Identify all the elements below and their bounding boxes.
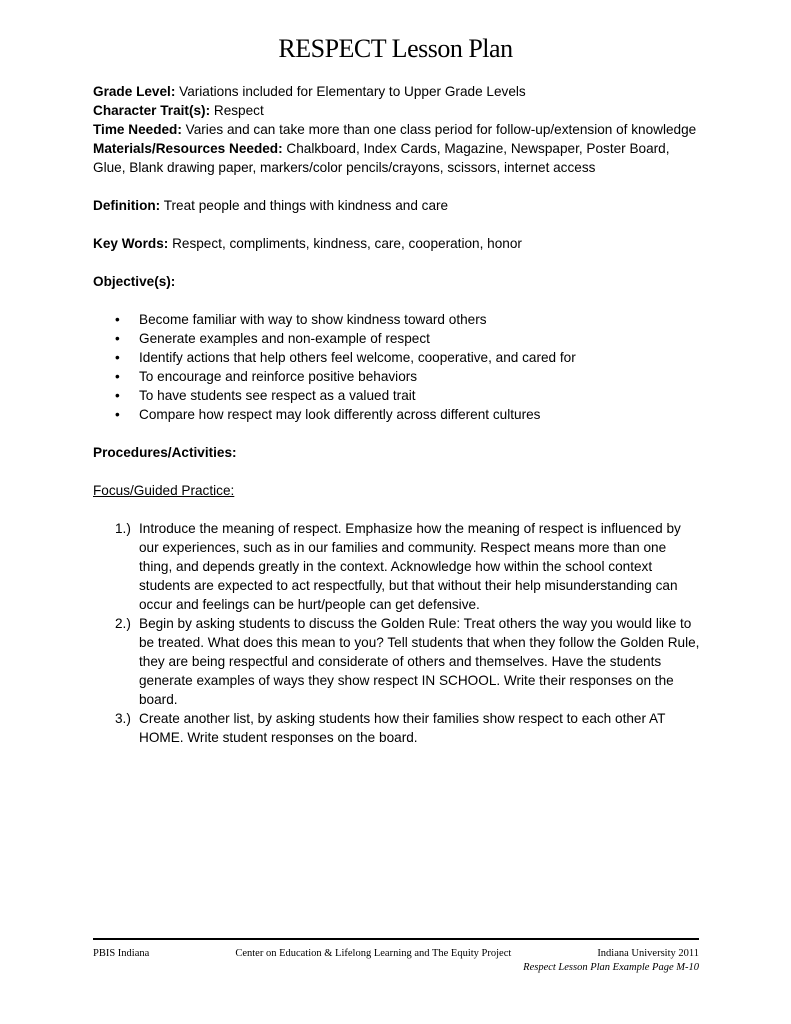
- footer-right: Indiana University 2011: [597, 948, 699, 959]
- bullet-icon: •: [115, 331, 120, 346]
- grade-level-line: [93, 82, 703, 101]
- definition-line: [93, 196, 703, 215]
- procedures-heading: Procedures/Activities:: [93, 445, 237, 460]
- character-trait-label: Character Trait(s):: [93, 103, 211, 118]
- page-title: RESPECT Lesson Plan: [278, 34, 513, 63]
- objective-item: [93, 386, 703, 405]
- step-number: 2.): [115, 616, 131, 631]
- footer-center: Center on Education & Lifelong Learning and The Equity Project: [235, 948, 512, 959]
- definition-label: Definition:: [93, 198, 161, 213]
- materials-label: Materials/Resources Needed:: [93, 141, 283, 156]
- objective-item: [93, 405, 703, 424]
- step-number: 1.): [115, 521, 131, 536]
- bullet-icon: •: [115, 388, 120, 403]
- focus-heading: Focus/Guided Practice:: [93, 483, 235, 498]
- bullet-icon: •: [115, 312, 120, 327]
- objective-text: Generate examples and non-example of respect: [139, 331, 430, 346]
- spacer: [93, 462, 703, 481]
- step-text: Introduce the meaning of respect. Emphasize how the meaning of respect is influenced by our experiences, such as in our families and community. Respect means more than one thing, and depends greatly in the context. Acknowledge how within the school context students are expected to act respectfully, but that without their help misunderstanding can occur and feelings can be hurt/people can get defensive.: [139, 521, 681, 612]
- page-footer: [93, 938, 699, 975]
- key-words-line: [93, 234, 703, 253]
- time-needed-line: [93, 120, 703, 139]
- objective-text: To encourage and reinforce positive behaviors: [139, 369, 418, 384]
- step-text: Create another list, by asking students how their families show respect to each other AT HOME. Write student responses on the board.: [139, 711, 666, 745]
- spacer: [93, 500, 703, 519]
- key-words-value: Respect, compliments, kindness, care, cooperation, honor: [168, 236, 522, 251]
- objective-item: [93, 310, 703, 329]
- objective-text: Compare how respect may look differently across different cultures: [139, 407, 541, 422]
- key-words-label: Key Words:: [93, 236, 169, 251]
- objectives-list: [93, 310, 703, 424]
- spacer: [93, 253, 703, 272]
- bullet-icon: •: [115, 369, 120, 384]
- document-body: [93, 82, 703, 747]
- spacer: [93, 177, 703, 196]
- step-text: Begin by asking students to discuss the Golden Rule: Treat others the way you would like to be treated. What does this mean to you? Tell students that when they follow the Golden Rule, they are being respectful and considerate of others and themselves. Have the students generate examples of ways they show respect IN SCHOOL. Write their responses on the board.: [139, 616, 700, 707]
- time-needed-value: Varies and can take more than one class period for follow-up/extension of knowledge: [181, 122, 697, 137]
- materials-line: [93, 139, 703, 177]
- objective-item: [93, 367, 703, 386]
- time-needed-label: Time Needed:: [93, 122, 182, 137]
- definition-value: Treat people and things with kindness and care: [160, 198, 449, 213]
- spacer: [93, 424, 703, 443]
- footer-left: PBIS Indiana: [93, 948, 150, 959]
- steps-list: [93, 519, 703, 747]
- objective-text: To have students see respect as a valued trait: [139, 388, 416, 403]
- objective-text: Become familiar with way to show kindness toward others: [139, 312, 487, 327]
- step-number: 3.): [115, 711, 131, 726]
- bullet-icon: •: [115, 407, 120, 422]
- spacer: [93, 291, 703, 310]
- step-item: [93, 614, 703, 709]
- materials-value: Chalkboard, Index Cards, Magazine, Newspaper, Poster Board, Glue, Blank drawing paper, markers/color pencils/crayons, scissors, internet access: [93, 141, 670, 175]
- spacer: [93, 215, 703, 234]
- footer-row: [93, 947, 699, 961]
- character-trait-line: [93, 101, 703, 120]
- objective-item: [93, 348, 703, 367]
- objective-item: [93, 329, 703, 348]
- footer-page-label: Respect Lesson Plan Example Page M-10: [523, 962, 699, 973]
- step-item: [93, 709, 703, 747]
- grade-level-value: Variations included for Elementary to Upper Grade Levels: [175, 84, 526, 99]
- step-item: [93, 519, 703, 614]
- objective-text: Identify actions that help others feel welcome, cooperative, and cared for: [139, 350, 576, 365]
- character-trait-value: Respect: [210, 103, 264, 118]
- objectives-heading: Objective(s):: [93, 274, 176, 289]
- grade-level-label: Grade Level:: [93, 84, 176, 99]
- bullet-icon: •: [115, 350, 120, 365]
